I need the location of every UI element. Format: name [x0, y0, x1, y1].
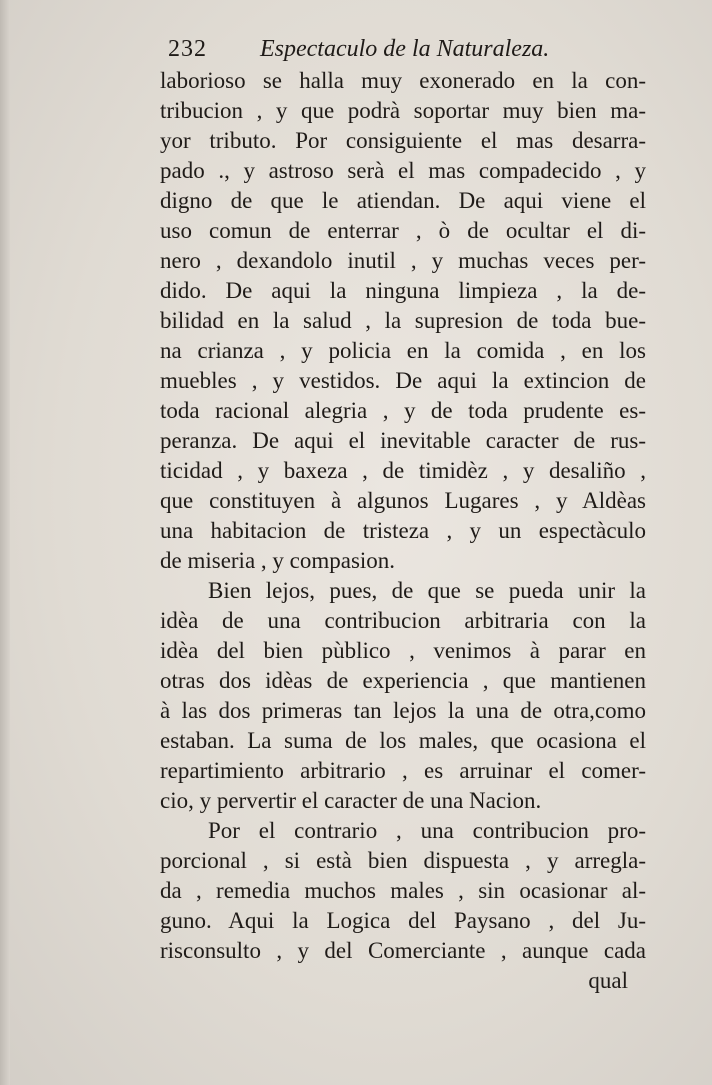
page-number: 232: [168, 36, 207, 62]
text-line: à las dos primeras tan lejos la una de otra,como: [160, 698, 646, 723]
text-line: nero , dexandolo inutil , y muchas veces per-: [160, 248, 646, 273]
text-line: porcional , si està bien dispuesta , y arregla-: [160, 848, 646, 873]
paragraph-start-line: Bien lejos, pues, de que se pueda unir la: [208, 578, 646, 603]
text-line: risconsulto , y del Comerciante , aunque cada: [160, 938, 646, 963]
text-line: da , remedia muchos males , sin ocasionar al-: [160, 878, 646, 903]
text-line: guno. Aqui la Logica del Paysano , del Ju-: [160, 908, 646, 933]
text-line: ticidad , y baxeza , de timidèz , y desaliño ,: [160, 458, 646, 483]
text-line: de miseria , y compasion.: [160, 548, 396, 573]
text-line: estaban. La suma de los males, que ocasiona el: [160, 728, 646, 753]
text-line: que constituyen à algunos Lugares , y Aldèas: [160, 488, 646, 513]
text-line: yor tributo. Por consiguiente el mas desarra-: [160, 128, 646, 153]
text-line: peranza. De aqui el inevitable caracter de rus-: [160, 428, 646, 453]
text-line: otras dos idèas de experiencia , que mantienen: [160, 668, 646, 693]
text-line: bilidad en la salud , la supresion de toda bue-: [160, 308, 646, 333]
text-line: na crianza , y policia en la comida , en los: [160, 338, 646, 363]
text-block: [160, 36, 646, 996]
text-line: muebles , y vestidos. De aqui la extincion de: [160, 368, 646, 393]
paragraph-start-line: Por el contrario , una contribucion pro-: [208, 818, 646, 843]
text-line: idèa de una contribucion arbitraria con la: [160, 608, 646, 633]
text-line: una habitacion de tristeza , y un espectàculo: [160, 518, 646, 543]
catchword: qual: [588, 968, 628, 993]
page-gutter: [0, 0, 10, 1085]
text-line: pado ., y astroso serà el mas compadecido , y: [160, 158, 646, 183]
page-header: [160, 36, 646, 66]
text-line: tribucion , y que podrà soportar muy bien ma-: [160, 98, 646, 123]
text-line: laborioso se halla muy exonerado en la con-: [160, 68, 646, 93]
text-line: uso comun de enterrar , ò de ocultar el di-: [160, 218, 646, 243]
text-line: idèa del bien pùblico , venimos à parar en: [160, 638, 646, 663]
text-line: cio, y pervertir el caracter de una Nacion.: [160, 788, 542, 813]
text-line: toda racional alegria , y de toda prudente es-: [160, 398, 646, 423]
text-line: dido. De aqui la ninguna limpieza , la de-: [160, 278, 646, 303]
running-head: Espectaculo de la Naturaleza.: [260, 36, 550, 62]
text-line: repartimiento arbitrario , es arruinar el comer-: [160, 758, 646, 783]
text-line: digno de que le atiendan. De aqui viene el: [160, 188, 646, 213]
